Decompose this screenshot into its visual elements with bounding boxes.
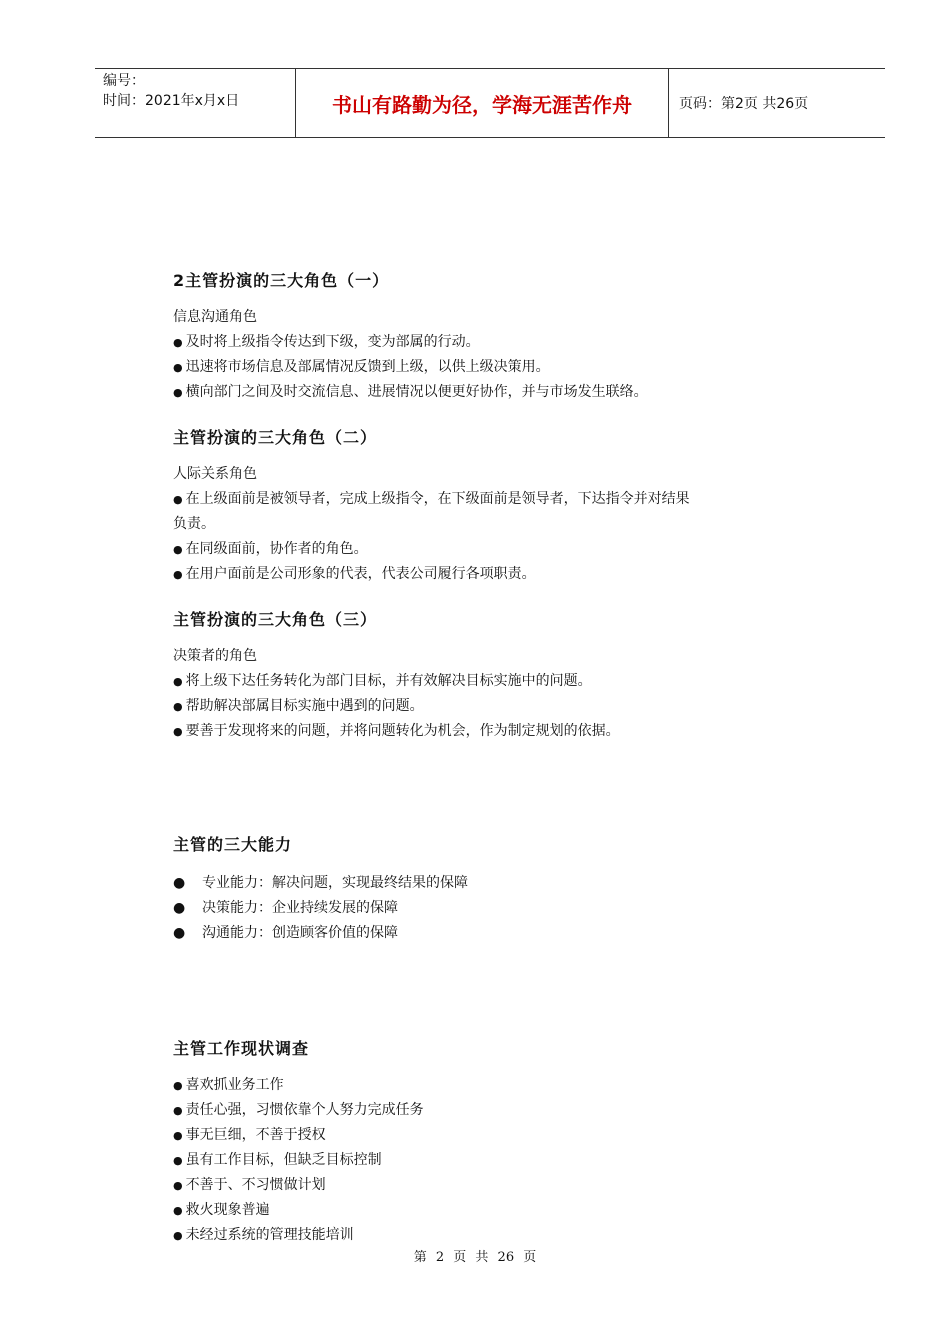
list-item: ● 及时将上级指令传达到下级，变为部属的行动。 [173, 330, 823, 355]
section-role-1 [173, 268, 823, 405]
section-title: 主管工作现状调查 [173, 1039, 310, 1058]
list-item: ● 帮助解决部属目标实施中遇到的问题。 [173, 694, 823, 719]
list-item: ● 将上级下达任务转化为部门目标，并有效解决目标实施中的问题。 [173, 669, 823, 694]
list-item-text: 专业能力：解决问题，实现最终结果的保障 [202, 875, 468, 891]
header-page-label: 页码：第2页 共26页 [679, 96, 809, 112]
section-subtitle: 信息沟通角色 [173, 309, 257, 325]
list-item: ● 在上级面前是被领导者，完成上级指令，在下级面前是领导者，下达指令并对结果 [173, 487, 823, 512]
list-item: ● 在用户面前是公司形象的代表，代表公司履行各项职责。 [173, 562, 823, 587]
section-title: 主管的三大能力 [173, 835, 293, 854]
list-item [173, 896, 823, 921]
section-subtitle: 决策者的角色 [173, 648, 257, 664]
section-title: 主管扮演的三大角色（三） [173, 610, 378, 629]
header-motto: 书山有路勤为径，学海无涯苦作舟 [295, 69, 669, 137]
list-item: ● 迅速将市场信息及部属情况反馈到上级，以供上级决策用。 [173, 355, 823, 380]
list-item-continuation: 负责。 [173, 516, 215, 532]
section-survey [173, 1036, 823, 1248]
list-item: ● 虽有工作目标，但缺乏目标控制 [173, 1148, 823, 1173]
bullet-icon: ● [173, 875, 186, 891]
list-item: ● 事无巨细，不善于授权 [173, 1123, 823, 1148]
list-item [173, 921, 823, 946]
bullet-icon: ● [173, 925, 186, 941]
list-item: ● 责任心强，习惯依靠个人努力完成任务 [173, 1098, 823, 1123]
list-item: ● 横向部门之间及时交流信息、进展情况以便更好协作，并与市场发生联络。 [173, 380, 823, 405]
document-body [173, 268, 823, 1248]
bullet-icon: ● [173, 900, 186, 916]
section-title: 2主管扮演的三大角色（一） [173, 271, 390, 290]
list-item-text: 沟通能力：创造顾客价值的保障 [202, 925, 398, 941]
page-header [95, 68, 885, 138]
list-item: ● 未经过系统的管理技能培训 [173, 1223, 823, 1248]
list-item: ● 要善于发现将来的问题，并将问题转化为机会，作为制定规划的依据。 [173, 719, 823, 744]
section-title: 主管扮演的三大角色（二） [173, 428, 378, 447]
header-meta [95, 69, 295, 137]
list-item: ● 救火现象普遍 [173, 1198, 823, 1223]
doc-time-label: 时间：2021年x月x日 [103, 93, 240, 109]
list-item [173, 871, 823, 896]
section-role-2 [173, 425, 823, 587]
list-item-text: 决策能力：企业持续发展的保障 [202, 900, 398, 916]
list-item: ● 不善于、不习惯做计划 [173, 1173, 823, 1198]
list-item: ● 在同级面前，协作者的角色。 [173, 537, 823, 562]
doc-number-label: 编号： [103, 73, 145, 89]
page-footer: 第 2 页 共 26 页 [413, 1250, 537, 1265]
section-abilities [173, 832, 823, 946]
section-role-3 [173, 607, 823, 744]
section-subtitle: 人际关系角色 [173, 466, 257, 482]
list-item: ● 喜欢抓业务工作 [173, 1073, 823, 1098]
